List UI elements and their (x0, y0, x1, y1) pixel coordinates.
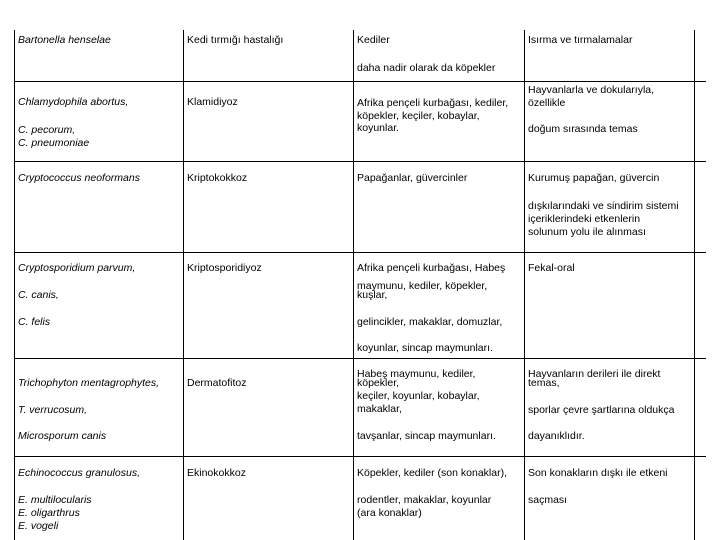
disease-name: Klamidiyoz (187, 96, 238, 108)
column-rule-right (694, 30, 695, 540)
organism-name: Cryptosporidium parvum, (18, 262, 136, 274)
route-text: içeriklerindeki etkenlerin (528, 213, 641, 225)
disease-name: Kedi tırmığı hastalığı (187, 34, 284, 46)
organism-name: C. pneumoniae (18, 137, 90, 149)
source-text: koyunlar, sincap maymunları. (357, 342, 493, 354)
organism-name: T. verrucosum, (18, 404, 88, 416)
source-text: rodentler, makaklar, koyunlar (357, 494, 492, 506)
route-text: dışkılarındaki ve sindirim sistemi (528, 200, 679, 212)
organism-name: Chlamydophila abortus, (18, 96, 129, 108)
route-text: Son konakların dışkı ile etkeni (528, 467, 668, 479)
organism-name: E. vogeli (18, 520, 59, 532)
row-rule (14, 358, 706, 359)
organism-name: C. canis, (18, 289, 59, 301)
organism-name: Echinococcus granulosus, (18, 467, 140, 479)
source-text: Afrika pençeli kurbağası, kediler, (357, 97, 509, 109)
column-rule-left (14, 30, 15, 540)
row-rule (14, 456, 706, 457)
source-text: Köpekler, kediler (son konaklar), (357, 467, 507, 479)
source-text: tavşanlar, sincap maymunları. (357, 430, 496, 442)
source-text: koyunlar. (357, 122, 400, 134)
source-text: Habeş maymunu, kediler, (357, 368, 476, 380)
source-text: Papağanlar, güvercinler (357, 172, 468, 184)
route-text: özellikle (528, 97, 566, 109)
organism-name: C. pecorum, (18, 124, 76, 136)
source-text: Afrika pençeli kurbağası, Habeş (357, 262, 506, 274)
column-rule-2 (353, 30, 354, 540)
source-text: maymunu, kediler, köpekler, (357, 280, 488, 292)
source-text: makaklar, (357, 403, 402, 415)
organism-name: Trichophyton mentagrophytes, (18, 377, 160, 389)
organism-name: C. felis (18, 316, 51, 328)
source-text: daha nadir olarak da köpekler (357, 62, 496, 74)
route-text: Kurumuş papağan, güvercin (528, 172, 660, 184)
source-text: gelincikler, makaklar, domuzlar, (357, 316, 503, 328)
organism-name: E. oligarthrus (18, 507, 80, 519)
row-rule (14, 252, 706, 253)
source-text: (ara konaklar) (357, 507, 422, 519)
row-rule (14, 81, 706, 82)
organism-name: Cryptococcus neoformans (18, 172, 140, 184)
row-rule (14, 161, 706, 162)
route-text: saçması (528, 494, 568, 506)
route-text: Hayvanlarla ve dokularıyla, (528, 84, 655, 96)
route-text: temas, (528, 377, 560, 389)
organism-name: E. multilocularis (18, 494, 92, 506)
source-text: köpekler, (357, 377, 400, 389)
route-text: Fekal-oral (528, 262, 575, 274)
disease-name: Kriptokokkoz (187, 172, 248, 184)
source-text: keçiler, koyunlar, kobaylar, (357, 390, 480, 402)
source-text: Kediler (357, 34, 390, 46)
route-text: dayanıklıdır. (528, 430, 585, 442)
route-text: Isırma ve tırmalamalar (528, 34, 633, 46)
source-text: köpekler, keçiler, kobaylar, (357, 110, 480, 122)
column-rule-1 (183, 30, 184, 540)
route-text: Hayvanların derileri ile direkt (528, 368, 661, 380)
source-text: kuşlar, (357, 289, 388, 301)
organism-name: Bartonella henselae (18, 34, 111, 46)
route-text: doğum sırasında temas (528, 123, 638, 135)
organism-name: Microsporum canis (18, 430, 107, 442)
disease-name: Dermatofitoz (187, 377, 247, 389)
disease-name: Ekinokokkoz (187, 467, 246, 479)
disease-name: Kriptosporidiyoz (187, 262, 262, 274)
column-rule-3 (524, 30, 525, 540)
route-text: sporlar çevre şartlarına oldukça (528, 404, 675, 416)
route-text: solunum yolu ile alınması (528, 226, 646, 238)
